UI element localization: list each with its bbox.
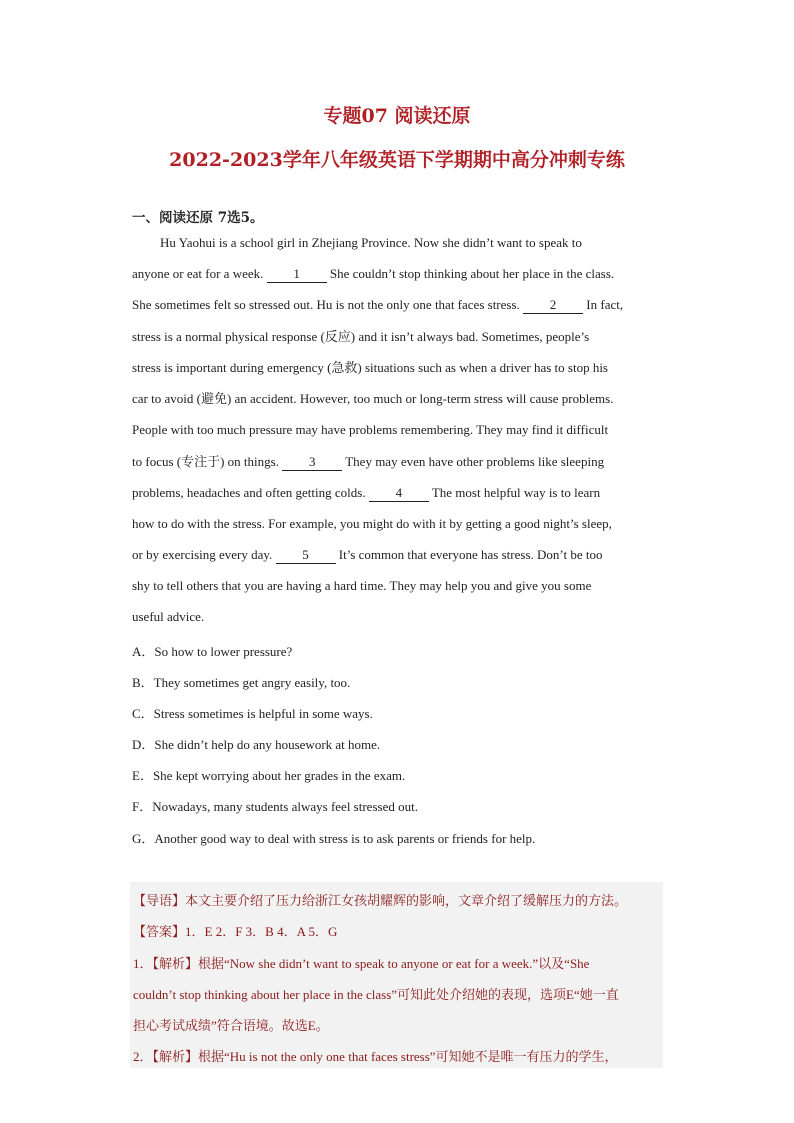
option-item: E．She kept worrying about her grades in the exam. — [132, 768, 406, 783]
passage-line — [132, 266, 672, 283]
passage-text: People with too much pressure may have problems remembering. They may find it difficult — [132, 422, 609, 437]
answer-blank: 3 — [282, 454, 342, 471]
page-subtitle: 2022-2023学年八年级英语下学期期中高分冲刺专练 — [169, 149, 625, 171]
passage-text: Hu Yaohui is a school girl in Zhejiang Province. Now she didn’t want to speak to — [160, 235, 582, 250]
passage-text: The most helpful way is to learn — [428, 485, 601, 500]
option-item: C．Stress sometimes is helpful in some ways. — [132, 706, 373, 721]
passage-text: She sometimes felt so stressed out. Hu is not the only one that faces stress. — [132, 297, 524, 312]
passage-line — [132, 485, 672, 502]
answer-blank: 1 — [267, 266, 327, 283]
option-item: F．Nowadays, many students always feel stressed out. — [132, 799, 418, 814]
answer-line: 担心考试成绩”符合语境。故选E。 — [133, 1018, 329, 1033]
passage-line — [132, 578, 672, 594]
option-item: G．Another good way to deal with stress is to ask parents or friends for help. — [132, 831, 536, 846]
passage-line — [132, 454, 672, 471]
answer-line: couldn’t stop thinking about her place in the class”可知此处介绍她的表现，选项E“她一直 — [133, 987, 619, 1002]
passage-line — [132, 297, 672, 314]
answer-line: 1．【解析】根据“Now she didn’t want to speak to anyone or eat for a week.”以及“She — [133, 956, 590, 971]
option-item: D．She didn’t help do any housework at home. — [132, 737, 381, 752]
passage-text: It’s common that everyone has stress. Don’t be too — [335, 547, 603, 562]
passage-line — [132, 360, 672, 376]
passage-text: useful advice. — [132, 609, 205, 624]
passage-text: She couldn’t stop thinking about her place in the class. — [326, 266, 615, 281]
option-item: A．So how to lower pressure? — [132, 644, 293, 659]
passage-text: stress is important during emergency (急救) situations such as when a driver has to stop his — [132, 360, 608, 375]
passage-line — [132, 516, 672, 532]
passage-line — [132, 547, 672, 564]
passage-text: to focus (专注于) on things. — [132, 454, 283, 469]
passage-text: problems, headaches and often getting colds. — [132, 485, 369, 500]
answer-line: 2．【解析】根据“Hu is not the only one that faces stress”可知她不是唯一有压力的学生， — [133, 1049, 618, 1064]
passage-text: anyone or eat for a week. — [132, 266, 267, 281]
page-title: 专题07 阅读还原 — [323, 105, 471, 127]
option-item: B．They sometimes get angry easily, too. — [132, 675, 351, 690]
passage-line — [132, 422, 672, 438]
passage-text: In fact, — [583, 297, 624, 312]
answer-blank: 5 — [276, 547, 336, 564]
passage-text: stress is a normal physical response (反应) and it isn’t always bad. Sometimes, people’s — [132, 329, 590, 344]
passage-text: or by exercising every day. — [132, 547, 276, 562]
answer-blank: 2 — [523, 297, 583, 314]
passage-line — [132, 391, 672, 407]
answer-box — [130, 882, 663, 1068]
passage-text: how to do with the stress. For example, you might do with it by getting a good night’s sleep, — [132, 516, 612, 531]
passage-line — [160, 235, 700, 251]
passage-line — [132, 329, 672, 345]
section-heading: 一、阅读还原 7选5。 — [132, 210, 264, 226]
passage-text: shy to tell others that you are having a hard time. They may help you and give you some — [132, 578, 592, 593]
passage-text: They may even have other problems like sleeping — [342, 454, 605, 469]
passage-text: car to avoid (避免) an accident. However, too much or long-term stress will cause problems. — [132, 391, 614, 406]
answer-blank: 4 — [369, 485, 429, 502]
answer-line: 【答案】1．E 2．F 3．B 4．A 5．G — [133, 924, 338, 939]
answer-line: 【导语】本文主要介绍了压力给浙江女孩胡耀辉的影响，文章介绍了缓解压力的方法。 — [133, 893, 628, 908]
passage-line — [132, 609, 672, 625]
